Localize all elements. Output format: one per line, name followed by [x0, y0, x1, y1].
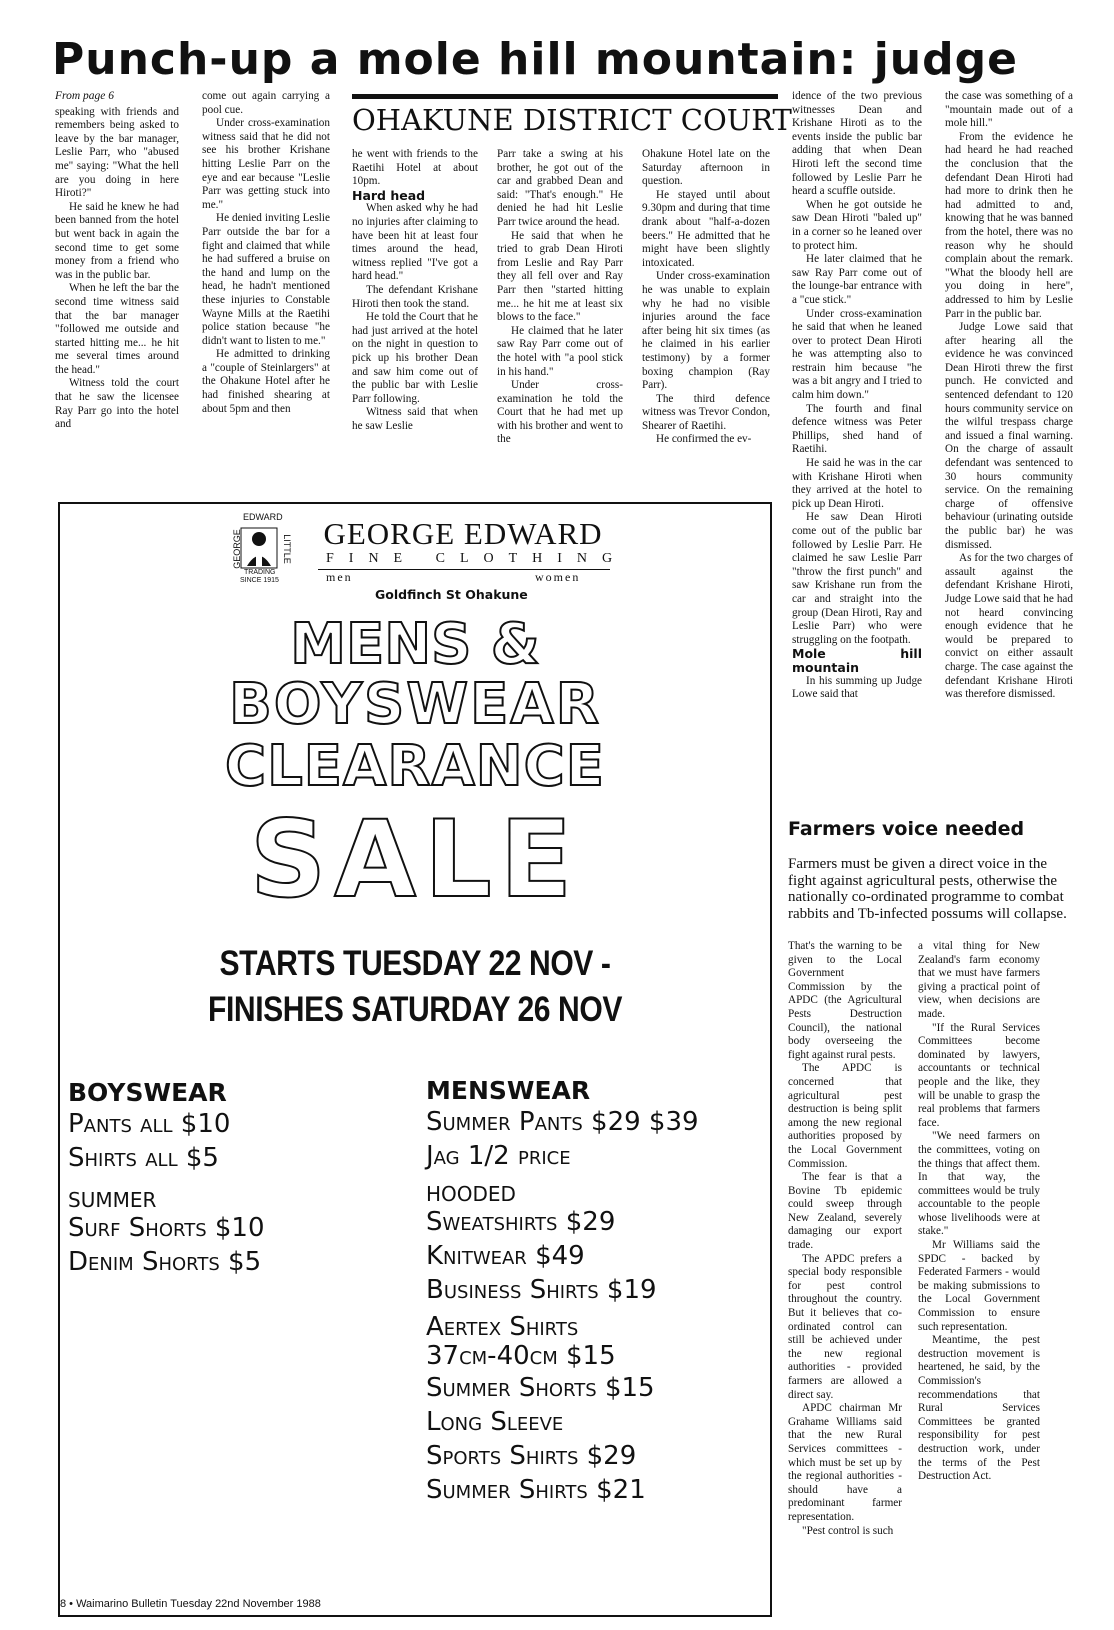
- logo-text-right: LITTLE: [281, 534, 292, 564]
- price-item: 37cm-40cm $15: [426, 1341, 616, 1371]
- sale-heading-line-1: MENS &: [290, 612, 540, 677]
- paragraph: He said that when he tried to grab Dean Hiroti from Leslie and Ray Parr they all fell over and Ray Parr then "started hitting me... he hit me at least six blows to the face.": [497, 229, 623, 324]
- from-page-note: From page 6: [55, 90, 114, 102]
- article-column-1: [55, 90, 179, 486]
- article-column-6: [792, 90, 922, 802]
- article-column-5: [642, 148, 770, 486]
- sale-start-date: STARTS TUESDAY 22 NOV -: [219, 944, 611, 983]
- paragraph: Witness told the court that he saw the licensee Ray Parr go into the hotel and: [55, 377, 179, 431]
- paragraph: Meantime, the pest destruction movement is heartened, he said, by the Commission's recommendations that Rural Services Committees be granted responsibility for pest destruction work, under the terms of the Pest Destruction Act.: [918, 1334, 1040, 1483]
- paragraph: He said he was in the car with Krishane Hiroti when they arrived at the hotel to pick up Dean Hiroti.: [792, 457, 922, 510]
- paragraph: He told the Court that he had just arrived at the hotel on the night in question to pick up his brother Dean and saw him come out of the public bar with Leslie Parr following.: [352, 311, 478, 405]
- paragraph: He admitted to drinking a "couple of Steinlargers" at the Ohakune Hotel after he had finished shearing at about 5pm and then: [202, 348, 330, 415]
- paragraph: He saw Dean Hiroti come out of the public bar followed by Leslie Parr. He claimed he saw Leslie Parr "throw the first punch" and saw Krishane run from the car and straight into the group (Dean Hiroti, Ray and Leslie Parr) who were struggling on the footpath.: [792, 511, 922, 646]
- court-title: OHAKUNE DISTRICT COURT: [352, 103, 792, 137]
- paragraph: He stayed until about 9.30pm and during that time drank about "half-a-dozen beers." He admitted that he might have been slightly intoxicated.: [642, 188, 770, 269]
- paragraph: From the evidence he had heard he had reached the conclusion that the defendant Dean Hiroti had had more to drink then he had admitted to and, knowing that he was banned from the hotel, there was no reason why he should complain about the remark. "What the bloody hell are you doing in here", addressed to him by Leslie Parr in the public bar.: [945, 130, 1073, 320]
- sale-heading-sale: SALE: [249, 798, 581, 921]
- sale-heading-line-2: BOYSWEAR: [229, 672, 601, 737]
- paragraph: speaking with friends and remembers being asked to leave by the bar manager, Leslie Parr, who "abused me" saying: "What the hell are you doing in here Hiroti?": [55, 105, 179, 200]
- paragraph: Under cross-examination he was unable to explain why he had no visible injuries around the face after being hit six times (as he claimed in his earlier testimony) by a former boxing champion (Ray Parr).: [642, 270, 770, 392]
- paragraph: The fourth and final defence witness was Peter Phillips, shed hand of Raetihi.: [792, 402, 922, 456]
- paragraph: APDC chairman Mr Grahame Williams said that the new Rural Services committees - which must be set up by the regional authorities - should have a predominant farmer representation.: [788, 1402, 902, 1523]
- paragraph: Ohakune Hotel late on the Saturday afternoon in question.: [642, 148, 770, 188]
- paragraph: a vital thing for New Zealand's farm economy that we must have farmers giving a practical point of view, when decisions are made.: [918, 940, 1040, 1020]
- price-item: Summer Pants $29 $39: [426, 1107, 699, 1137]
- subheading-hard-head: Hard head: [352, 187, 426, 203]
- price-item: Business Shirts $19: [426, 1275, 657, 1305]
- paragraph: He said he knew he had been banned from the hotel but went back in again the second time to get some money from a friend who was in the public bar.: [55, 200, 179, 281]
- farmers-lead: Farmers must be given a direct voice in the fight against agricultural pests, otherwise the nationally co-ordinated programme to combat rabbits and Tb-infected possums will collapse.: [788, 856, 1067, 922]
- store-address: Goldfinch St Ohakune: [375, 587, 528, 602]
- paragraph: he went with friends to the Raetihi Hotel at about 10pm.: [352, 148, 478, 188]
- price-item: Jag 1/2 price: [426, 1141, 571, 1171]
- paragraph: Parr take a swing at his brother, he got out of the car and grabbed Dean and said: "That's enough." He denied he had hit Leslie Parr twice around the head.: [497, 148, 623, 228]
- logo-since: SINCE 1915: [240, 577, 279, 584]
- logo-text-left: GEORGE: [231, 529, 242, 569]
- article-column-3: [352, 148, 478, 486]
- price-item: Surf Shorts $10: [68, 1213, 265, 1243]
- paragraph: Mr Williams said the SPDC - backed by Federated Farmers - would be making submissions to the Local Government Commission to ensure such representation.: [918, 1239, 1040, 1333]
- paragraph: The third defence witness was Trevor Condon, Shearer of Raetihi.: [642, 392, 770, 432]
- price-item-prefix: SUMMER: [68, 1188, 157, 1212]
- price-item: Long Sleeve: [426, 1407, 564, 1437]
- farmers-column-left: [788, 940, 902, 1596]
- logo-trading: TRADING: [244, 569, 276, 576]
- farmers-column-right: [918, 940, 1040, 1596]
- paragraph: The defendant Krishane Hiroti then took the stand.: [352, 283, 478, 310]
- article-column-7: [945, 90, 1073, 802]
- price-item: Denim Shorts $5: [68, 1247, 262, 1277]
- paragraph: "We need farmers on the committees, voting on the things that affect them. In that way, the committees would be truly accountable to the people whose livelihoods were at stake.": [918, 1130, 1040, 1238]
- paragraph: Under cross-examination he said that when he leaned over to protect Dean Hiroti he was attempting also to restrain him because "he was a bit angry and I tried to calm him down.": [792, 307, 922, 402]
- paragraph: That's the warning to be given to the Local Government Commission by the APDC (the Agricultural Pests Destruction Council), the national body overseeing the fight against rural pests.: [788, 940, 902, 1061]
- paragraph: the case was something of a "mountain made out of a mole hill.": [945, 90, 1073, 130]
- paragraph: In his summing up Judge Lowe said that: [792, 674, 922, 701]
- paragraph: Under cross-examination he told the Court that he had met up with his brother and went to the: [497, 379, 623, 446]
- paragraph: He confirmed the ev-: [656, 433, 752, 446]
- price-item: Summer Shirts $21: [426, 1475, 646, 1505]
- paragraph: Witness said that when he saw Leslie: [352, 406, 478, 432]
- paragraph: When asked why he had no injuries after claiming to have been hit at least four times around the head, witness replied "I've got a hard head.": [352, 202, 478, 283]
- sale-heading-line-3: CLEARANCE: [224, 734, 606, 799]
- logo-text-top: EDWARD: [243, 512, 283, 522]
- sale-end-date: FINISHES SATURDAY 26 NOV: [208, 990, 622, 1029]
- label-men: men: [326, 570, 353, 584]
- price-item: Shirts all $5: [68, 1143, 219, 1173]
- paragraph: The APDC prefers a special body responsible for pest control throughout the country. But it believes that co-ordinated control can still be achieved under the new regional authorities - provided farmers are allowed a direct say.: [788, 1252, 902, 1401]
- subheading-mole-hill: Mole hill mountain: [792, 646, 922, 675]
- menswear-list: [426, 1076, 766, 1507]
- fine-clothing-line: FINE CLOTHING: [326, 551, 628, 566]
- price-item: Aertex Shirts: [426, 1312, 579, 1342]
- paragraph: "If the Rural Services Committees become dominated by lawyers, accountants or technical people and the like, they will be unable to grasp the real problems that farmers face.: [918, 1021, 1040, 1129]
- price-item: Pants all $10: [68, 1109, 231, 1139]
- farmers-headline: Farmers voice needed: [788, 818, 1025, 840]
- page-footer: 8 • Waimarino Bulletin Tuesday 22nd November 1988: [60, 1598, 321, 1610]
- price-item: Sports Shirts $29: [426, 1441, 637, 1471]
- price-item: Summer Shorts $15: [426, 1373, 655, 1403]
- paragraph: He claimed that he later saw Ray Parr come out of the hotel with "a pool stick in his hand.": [497, 324, 623, 378]
- paragraph: He denied inviting Leslie Parr outside the bar for a fight and claimed that while he had suffered a bruise on the hand and lump on the head, he hadn't mentioned these injuries to Constable Wayne Mills at the Raetihi police station because "he didn't want to listen to me.": [202, 212, 330, 347]
- paragraph: Under cross-examination witness said that he did not see his brother Krishane hitting Leslie Parr on the eye and ear because "Leslie Parr was getting stuck into me.": [202, 117, 330, 211]
- paragraph: The fear is that a Bovine Tb epidemic could sweep through New Zealand, severely damaging our export trade.: [788, 1171, 902, 1252]
- paragraph: idence of the two previous witnesses Dean and Krishane Hiroti as to the events inside the public bar adding that when Dean Hiroti left the second time followed by Leslie Parr he heard a scuffle outside.: [792, 90, 922, 198]
- paragraph: As for the two charges of assault against the defendant Krishane Hiroti, Judge Lowe said that he had not heard convincing enough evidence that he would be prepared to convict on either assault charge. The case against the defendant Krishane Hiroti was therefore dismissed.: [945, 552, 1073, 701]
- store-brand: GEORGE EDWARD: [323, 516, 603, 551]
- paragraph: come out again carrying a pool cue.: [202, 90, 330, 116]
- label-women: women: [535, 570, 581, 584]
- menswear-title: MENSWEAR: [426, 1076, 591, 1105]
- price-item: Sweatshirts $29: [426, 1207, 616, 1237]
- paragraph: Judge Lowe said that after hearing all the evidence he was convinced Dean Hiroti threw the first punch. He convicted and sentenced defendant to 120 hours community service on the wilful trespass charge and issued a final warning. On the charge of assault defendant was sentenced to 30 hours community service. On the remaining charge of offensive behaviour (urinating outside the public bar) he was dismissed.: [945, 321, 1073, 551]
- article-column-2: [202, 90, 330, 486]
- article-column-4: [497, 148, 623, 486]
- paragraph: The APDC is concerned that agricultural pest destruction is being split among the new regional authorities proposed by the Local Government Commission.: [788, 1062, 902, 1170]
- paragraph: "Pest control is such: [802, 1524, 894, 1537]
- george-edward-logo: [229, 512, 292, 589]
- paragraph: When he got outside he saw Dean Hiroti "baled up" in a corner so he leaned over to protect him.: [792, 198, 922, 252]
- court-title-rule: [352, 94, 778, 99]
- headline: Punch-up a mole hill mountain: judge: [52, 34, 1018, 85]
- boyswear-title: BOYSWEAR: [68, 1078, 227, 1107]
- price-item: Knitwear $49: [426, 1241, 585, 1271]
- paragraph: When he left the bar the second time witness said that the bar manager "followed me outside and started hitting me... he hit me several times around the head.": [55, 282, 179, 376]
- price-item-prefix: HOODED: [426, 1182, 516, 1206]
- paragraph: He later claimed that he saw Ray Parr come out of the lounge-bar entrance with a "cue stick.": [792, 253, 922, 306]
- boyswear-list: [68, 1078, 398, 1279]
